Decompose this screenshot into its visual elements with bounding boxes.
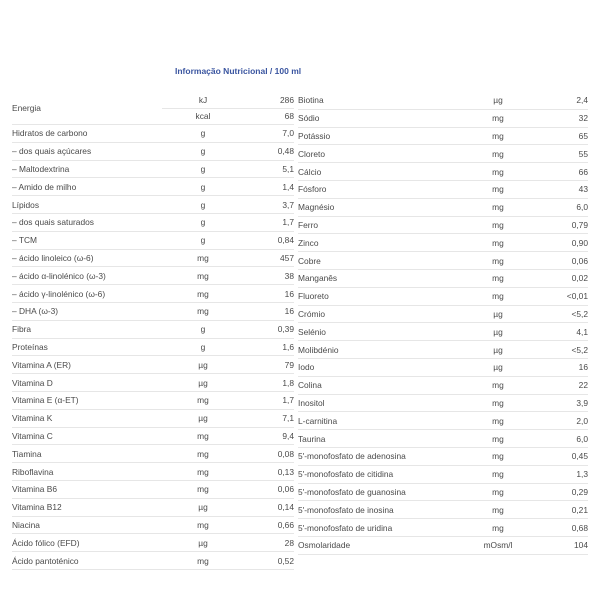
nutrient-unit: mg — [458, 519, 538, 537]
table-row — [298, 358, 588, 376]
nutrient-value: 2,0 — [538, 412, 588, 430]
nutrient-name: – ácido γ-linolénico (ω-6) — [12, 285, 162, 303]
nutrient-value: 0,08 — [244, 445, 294, 463]
table-row — [12, 320, 294, 338]
energy-value-kj: 286 — [244, 92, 294, 108]
nutrient-value: 79 — [244, 356, 294, 374]
nutrient-unit: µg — [458, 358, 538, 376]
nutrient-unit: mg — [458, 180, 538, 198]
table-row — [12, 285, 294, 303]
nutrient-name: Vitamina B6 — [12, 480, 162, 498]
energy-name: Energia — [12, 92, 162, 125]
nutrient-value: 0,52 — [244, 552, 294, 570]
nutrient-name: Inositol — [298, 394, 458, 412]
nutrient-value: <5,2 — [538, 341, 588, 359]
nutrient-name: Crómio — [298, 305, 458, 323]
nutrient-value: 0,02 — [538, 269, 588, 287]
energy-row-kj — [12, 92, 294, 108]
nutrient-name: Vitamina D — [12, 374, 162, 392]
table-row — [12, 534, 294, 552]
nutrient-value: 0,06 — [538, 252, 588, 270]
nutrient-value: 0,68 — [538, 519, 588, 537]
table-row — [298, 430, 588, 448]
table-row — [12, 160, 294, 178]
nutrient-name: 5'-monofosfato de citidina — [298, 465, 458, 483]
nutrient-name: – dos quais saturados — [12, 213, 162, 231]
nutrient-name: Colina — [298, 376, 458, 394]
nutrient-unit: g — [162, 125, 244, 143]
nutrient-value: 5,1 — [244, 160, 294, 178]
table-row — [298, 287, 588, 305]
nutrient-unit: mg — [458, 394, 538, 412]
nutrient-name: Biotina — [298, 92, 458, 109]
nutrient-name: Riboflavina — [12, 463, 162, 481]
table-row — [12, 267, 294, 285]
nutrient-value: 38 — [244, 267, 294, 285]
table-row — [12, 231, 294, 249]
table-row — [12, 178, 294, 196]
nutrient-name: Lípidos — [12, 196, 162, 214]
nutrient-name: Niacina — [12, 516, 162, 534]
nutrient-unit: mg — [458, 269, 538, 287]
nutrient-unit: mg — [458, 252, 538, 270]
nutrient-unit: mg — [458, 145, 538, 163]
nutrition-table-right — [298, 92, 588, 555]
nutrient-name: 5'-monofosfato de inosina — [298, 501, 458, 519]
nutrient-unit: g — [162, 320, 244, 338]
nutrient-unit: mg — [162, 427, 244, 445]
table-row — [12, 391, 294, 409]
nutrient-unit: mg — [458, 127, 538, 145]
nutrient-name: Fósforo — [298, 180, 458, 198]
table-row — [298, 465, 588, 483]
nutrient-value: 0,14 — [244, 498, 294, 516]
nutrient-value: 65 — [538, 127, 588, 145]
nutrient-value: 0,48 — [244, 142, 294, 160]
nutrient-value: 7,1 — [244, 409, 294, 427]
table-row — [12, 213, 294, 231]
nutrient-unit: mg — [458, 198, 538, 216]
nutrient-unit: g — [162, 213, 244, 231]
nutrient-value: 55 — [538, 145, 588, 163]
table-row — [298, 145, 588, 163]
nutrient-unit: µg — [458, 305, 538, 323]
nutrient-value: 6,0 — [538, 198, 588, 216]
nutrient-name: Magnésio — [298, 198, 458, 216]
nutrient-unit: mg — [458, 234, 538, 252]
nutrient-name: Fluoreto — [298, 287, 458, 305]
nutrient-unit: g — [162, 160, 244, 178]
nutrient-name: – Amido de milho — [12, 178, 162, 196]
nutrient-unit: g — [162, 196, 244, 214]
nutrient-name: Vitamina B12 — [12, 498, 162, 516]
nutrient-name: Fibra — [12, 320, 162, 338]
nutrient-unit: mg — [458, 163, 538, 181]
nutrient-name: Vitamina K — [12, 409, 162, 427]
nutrient-name: – Maltodextrina — [12, 160, 162, 178]
table-row — [12, 374, 294, 392]
table-row — [298, 180, 588, 198]
nutrient-value: 1,7 — [244, 391, 294, 409]
nutrient-name: Zinco — [298, 234, 458, 252]
nutrient-unit: mg — [458, 430, 538, 448]
table-row — [298, 376, 588, 394]
nutrient-unit: mg — [458, 376, 538, 394]
nutrient-value: 16 — [244, 302, 294, 320]
nutrient-name: – ácido linoleico (ω-6) — [12, 249, 162, 267]
nutrient-unit: mg — [162, 445, 244, 463]
table-row — [298, 412, 588, 430]
nutrient-unit: mg — [458, 412, 538, 430]
nutrient-value: 0,21 — [538, 501, 588, 519]
nutrient-name: Tiamina — [12, 445, 162, 463]
nutrient-name: 5'-monofosfato de adenosina — [298, 447, 458, 465]
nutrient-unit: mg — [162, 480, 244, 498]
table-row — [298, 394, 588, 412]
nutrient-unit: µg — [458, 323, 538, 341]
nutrient-name: Vitamina A (ER) — [12, 356, 162, 374]
table-row — [298, 163, 588, 181]
nutrient-value: 0,06 — [244, 480, 294, 498]
nutrient-name: Taurina — [298, 430, 458, 448]
table-row — [298, 127, 588, 145]
nutrient-unit: mg — [162, 285, 244, 303]
table-row — [298, 341, 588, 359]
nutrient-value: 22 — [538, 376, 588, 394]
table-row — [12, 338, 294, 356]
nutrient-unit: mg — [458, 216, 538, 234]
nutrient-unit: mg — [162, 267, 244, 285]
nutrient-unit: mg — [458, 501, 538, 519]
nutrient-name: Iodo — [298, 358, 458, 376]
nutrient-name: Potássio — [298, 127, 458, 145]
nutrient-unit: g — [162, 142, 244, 160]
nutrient-unit: µg — [162, 409, 244, 427]
nutrient-value: 6,0 — [538, 430, 588, 448]
nutrient-value: 28 — [244, 534, 294, 552]
nutrient-value: <5,2 — [538, 305, 588, 323]
table-row — [298, 234, 588, 252]
nutrient-name: – dos quais açúcares — [12, 142, 162, 160]
nutrient-name: Cloreto — [298, 145, 458, 163]
nutrient-value: 7,0 — [244, 125, 294, 143]
nutrient-unit: µg — [458, 341, 538, 359]
nutrient-unit: mg — [458, 109, 538, 127]
nutrition-table-left — [12, 92, 294, 570]
nutrient-unit: mg — [458, 447, 538, 465]
nutrient-value: 0,45 — [538, 447, 588, 465]
nutrient-name: Proteínas — [12, 338, 162, 356]
table-row — [12, 409, 294, 427]
nutrient-value: 1,4 — [244, 178, 294, 196]
nutrient-unit: mg — [162, 552, 244, 570]
nutrient-value: 0,29 — [538, 483, 588, 501]
nutrient-value: 0,79 — [538, 216, 588, 234]
nutrient-value: 66 — [538, 163, 588, 181]
nutrient-unit: mg — [162, 391, 244, 409]
table-row — [12, 516, 294, 534]
table-row — [12, 142, 294, 160]
table-row — [298, 216, 588, 234]
nutrient-name: – DHA (ω-3) — [12, 302, 162, 320]
nutrient-unit: g — [162, 231, 244, 249]
nutrient-name: 5'-monofosfato de guanosina — [298, 483, 458, 501]
nutrient-value: 16 — [538, 358, 588, 376]
nutrient-name: Manganês — [298, 269, 458, 287]
table-row — [298, 483, 588, 501]
nutrient-unit: µg — [458, 92, 538, 109]
table-row — [298, 305, 588, 323]
nutrient-unit: mg — [458, 465, 538, 483]
nutrient-unit: µg — [162, 534, 244, 552]
nutrient-name: Vitamina C — [12, 427, 162, 445]
table-row — [12, 427, 294, 445]
nutrient-name: Cobre — [298, 252, 458, 270]
nutrient-name: Molibdénio — [298, 341, 458, 359]
nutrient-value: 1,8 — [244, 374, 294, 392]
nutrient-value: 0,84 — [244, 231, 294, 249]
energy-unit-kj: kJ — [162, 92, 244, 108]
nutrient-unit: µg — [162, 374, 244, 392]
nutrient-value: <0,01 — [538, 287, 588, 305]
nutrient-name: Selénio — [298, 323, 458, 341]
nutrient-name: – TCM — [12, 231, 162, 249]
nutrient-unit: mg — [458, 483, 538, 501]
nutrient-unit: g — [162, 178, 244, 196]
nutrient-value: 43 — [538, 180, 588, 198]
nutrient-value: 1,3 — [538, 465, 588, 483]
table-row — [298, 447, 588, 465]
table-row — [12, 356, 294, 374]
table-row — [12, 445, 294, 463]
table-row — [298, 92, 588, 109]
nutrient-name: L-carnitina — [298, 412, 458, 430]
nutrient-value: 3,7 — [244, 196, 294, 214]
nutrient-unit: mg — [458, 287, 538, 305]
nutrient-value: 457 — [244, 249, 294, 267]
nutrient-value: 104 — [538, 536, 588, 554]
table-row — [12, 302, 294, 320]
left-table-body — [12, 92, 294, 569]
nutrient-value: 0,39 — [244, 320, 294, 338]
nutrient-name: Sódio — [298, 109, 458, 127]
table-row — [12, 498, 294, 516]
nutrient-unit: µg — [162, 356, 244, 374]
nutrient-name: 5'-monofosfato de uridina — [298, 519, 458, 537]
nutrient-value: 1,7 — [244, 213, 294, 231]
nutrient-name: Hidratos de carbono — [12, 125, 162, 143]
nutrient-value: 32 — [538, 109, 588, 127]
nutrient-unit: mg — [162, 249, 244, 267]
nutrient-name: Vitamina E (α-ET) — [12, 391, 162, 409]
nutrient-unit: mOsm/l — [458, 536, 538, 554]
table-row — [298, 536, 588, 554]
nutrient-unit: mg — [162, 463, 244, 481]
nutrient-value: 0,13 — [244, 463, 294, 481]
table-row — [298, 501, 588, 519]
nutrient-value: 0,90 — [538, 234, 588, 252]
table-row — [12, 249, 294, 267]
table-row — [298, 323, 588, 341]
nutrient-value: 3,9 — [538, 394, 588, 412]
energy-unit-kcal: kcal — [162, 108, 244, 125]
table-row — [12, 480, 294, 498]
right-table-body — [298, 92, 588, 554]
nutrient-name: Ferro — [298, 216, 458, 234]
nutrient-value: 16 — [244, 285, 294, 303]
table-row — [298, 109, 588, 127]
nutrient-value: 1,6 — [244, 338, 294, 356]
table-row — [12, 463, 294, 481]
nutrient-name: Ácido fólico (EFD) — [12, 534, 162, 552]
nutrient-name: – ácido α-linolénico (ω-3) — [12, 267, 162, 285]
table-row — [12, 552, 294, 570]
table-row — [12, 125, 294, 143]
table-row — [298, 252, 588, 270]
table-row — [298, 198, 588, 216]
nutrient-name: Osmolaridade — [298, 536, 458, 554]
nutrient-name: Ácido pantoténico — [12, 552, 162, 570]
table-row — [298, 519, 588, 537]
energy-value-kcal: 68 — [244, 108, 294, 125]
nutrient-unit: mg — [162, 302, 244, 320]
nutrient-value: 0,66 — [244, 516, 294, 534]
nutrient-value: 9,4 — [244, 427, 294, 445]
table-row — [298, 269, 588, 287]
nutrient-unit: µg — [162, 498, 244, 516]
nutrient-value: 2,4 — [538, 92, 588, 109]
nutrient-value: 4,1 — [538, 323, 588, 341]
nutrient-unit: g — [162, 338, 244, 356]
nutrient-unit: mg — [162, 516, 244, 534]
nutrient-name: Cálcio — [298, 163, 458, 181]
table-row — [12, 196, 294, 214]
table-title: Informação Nutricional / 100 ml — [175, 66, 302, 76]
